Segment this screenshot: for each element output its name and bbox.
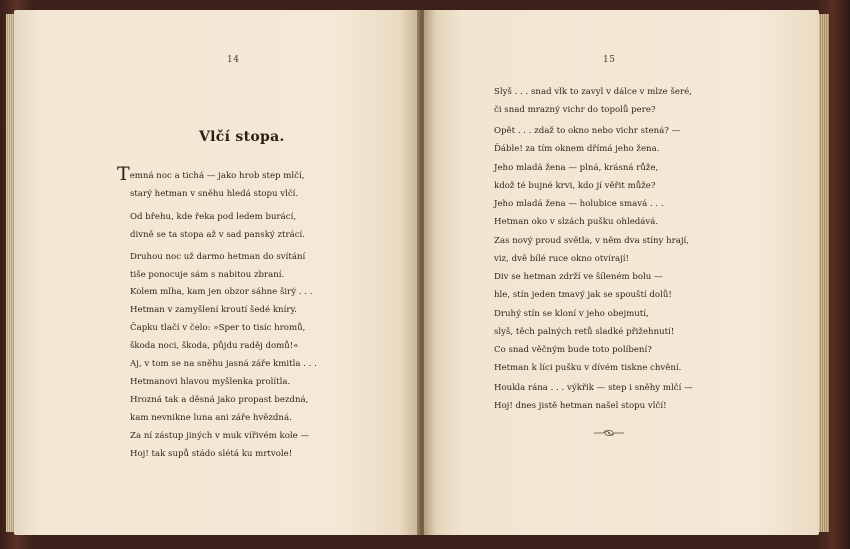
poem-line: hle, stín jeden tmavý jak se spouští dolů! xyxy=(494,290,672,300)
poem-line: či snad mrazný vichr do topolů pere? xyxy=(494,105,656,115)
page-number-right: 15 xyxy=(603,55,616,65)
poem-line: Zas nový proud světla, v něm dva stíny hrají, xyxy=(494,236,690,246)
poem-line: Houkla rána . . . výkřik — step i sněhy mlčí — xyxy=(494,383,693,393)
poem-line: Hetmanovi hlavou myšlenka prolítla. xyxy=(130,377,291,387)
poem-line: Od břehu, kde řeka pod ledem burácí, xyxy=(130,212,297,222)
drop-cap: T xyxy=(117,163,130,185)
poem-line: divně se ta stopa až v sad panský ztrácí. xyxy=(130,230,305,240)
poem-line: Hoj! dnes jistě hetman našel stopu vlčí! xyxy=(494,401,667,411)
poem-line: Temná noc a tichá — jako hrob step mlčí, xyxy=(117,163,305,185)
stanza-right-3 xyxy=(494,159,658,195)
poem-line: škoda noci, škoda, půjdu raděj domů!« xyxy=(130,341,299,351)
stanza-right-1 xyxy=(494,83,692,119)
poem-line: Za ní zástup jiných v muk vířivém kole — xyxy=(130,431,310,441)
stanza-left-2 xyxy=(130,208,305,244)
stanza-right-6 xyxy=(494,268,672,304)
poem-line: kdož té bujné krvi, kdo jí věřit může? xyxy=(494,181,656,191)
stanza-left-7 xyxy=(130,391,308,427)
poem-line: viz, dvě bílé ruce okno otvírají! xyxy=(494,254,630,264)
poem-line: Jeho mladá žena — holubice smavá . . . xyxy=(494,199,664,209)
poem-line: Druhý stín se kloní v jeho obejmutí, xyxy=(494,309,649,319)
poem-line: slyš, těch palných retů sladké přižehnutí! xyxy=(494,327,675,337)
poem-line: Ďáble! za tím oknem dřímá jeho žena. xyxy=(494,144,660,154)
poem-line: Aj, v tom se na sněhu jasná záře kmitla . . . xyxy=(130,359,317,369)
poem-line: Hrozná tak a děsná jako propast bezdná, xyxy=(130,395,309,405)
stanza-left-5 xyxy=(130,319,305,355)
stanza-right-5 xyxy=(494,232,689,268)
poem-line: Slyš . . . snad vlk to zavyl v dálce v mlze šeré, xyxy=(494,87,692,97)
stanza-left-8 xyxy=(130,427,309,463)
stanza-right-9 xyxy=(494,379,693,415)
poem-line: kam nevnikne luna ani záře hvězdná. xyxy=(130,413,292,423)
stanza-left-3 xyxy=(130,248,305,284)
stanza-right-2 xyxy=(494,122,680,158)
stanza-left-4 xyxy=(130,283,312,319)
poem-line: Jeho mladá žena — plná, krásná růže, xyxy=(494,163,659,173)
stanza-left-6 xyxy=(130,355,317,391)
stanza-right-8 xyxy=(494,341,681,377)
poem-line: Hoj! tak supů stádo slétá ku mrtvole! xyxy=(130,449,293,459)
fleuron-ornament-icon xyxy=(592,427,626,439)
poem-line: Kolem mlha, kam jen obzor sáhne širý . . . xyxy=(130,287,313,297)
poem-line: Hetman k líci pušku v dívém tiskne chvění. xyxy=(494,363,682,373)
stanza-right-4 xyxy=(494,195,664,231)
poem-line: Druhou noc už darmo hetman do svítání xyxy=(130,252,306,262)
poem-line: Div se hetman zdrží ve šíleném bolu — xyxy=(494,272,663,282)
poem-line: Hetman oko v slzách pušku ohledává. xyxy=(494,217,659,227)
poem-line: Hetman v zamyšlení kroutí šedé kníry. xyxy=(130,305,297,315)
page-number-left: 14 xyxy=(227,55,240,65)
poem-line: tiše ponocuje sám s nabitou zbraní. xyxy=(130,270,285,280)
poem-line: Čapku tlačí v čelo: »Sper to tisíc hromů, xyxy=(130,323,306,333)
stanza-right-7 xyxy=(494,305,674,341)
poem-line: starý hetman v sněhu hledá stopu vlčí. xyxy=(130,189,299,199)
stanza-left-1 xyxy=(117,163,305,203)
poem-line: Opět . . . zdaž to okno nebo vichr stená? — xyxy=(494,126,681,136)
poem-line: Co snad věčným bude toto políbení? xyxy=(494,345,652,355)
poem-title: Vlčí stopa. xyxy=(199,129,285,145)
